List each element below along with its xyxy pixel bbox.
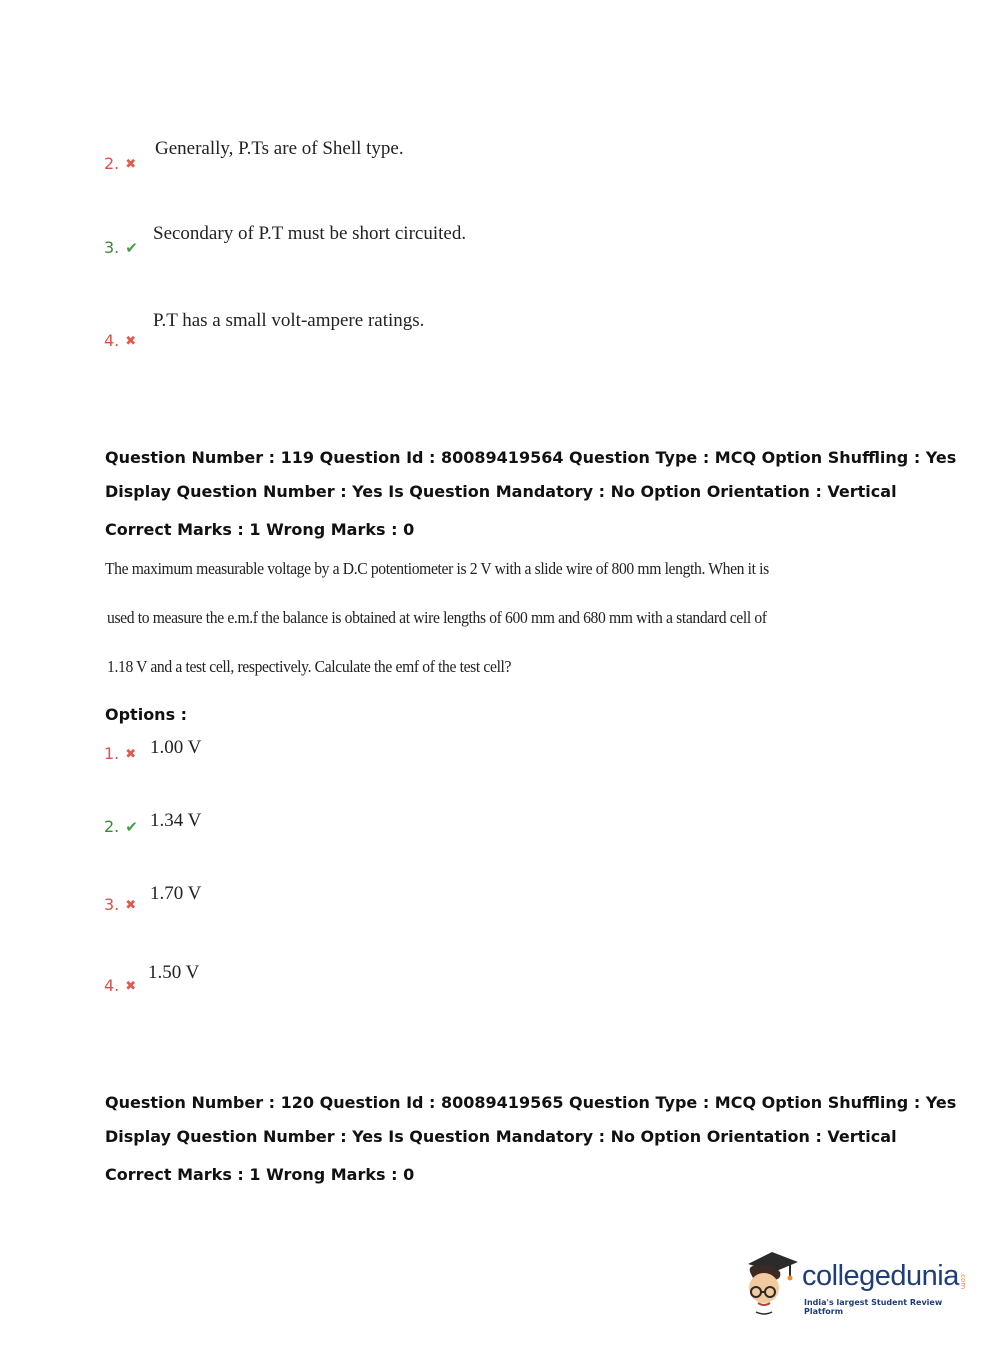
prev-option-3 [104, 238, 138, 257]
option-number: 4. [104, 976, 120, 995]
wrong-icon: ✖ [125, 979, 137, 994]
logo-tagline: India's largest Student Review Platform [804, 1298, 943, 1316]
option-number: 1. [104, 744, 120, 763]
q120-marks: Correct Marks : 1 Wrong Marks : 0 [105, 1165, 415, 1184]
wrong-icon: ✖ [125, 157, 137, 172]
prev-option-2 [104, 154, 136, 173]
option-number: 3. [104, 895, 120, 914]
q119-option-4-text: 1.50 V [148, 962, 200, 983]
wrong-icon: ✖ [125, 898, 137, 913]
wrong-icon: ✖ [125, 334, 137, 349]
q119-text-line1: The maximum measurable voltage by a D.C potentiometer is 2 V with a slide wire of 800 mm length. When it is [105, 559, 769, 578]
logo-suffix: .com [959, 1272, 967, 1290]
prev-option-2-text: Generally, P.Ts are of Shell type. [155, 138, 404, 159]
option-number: 2. [104, 154, 120, 173]
check-icon: ✔ [125, 818, 138, 836]
q119-option-2 [104, 817, 138, 836]
option-number: 2. [104, 817, 120, 836]
q120-meta-line2: Display Question Number : Yes Is Question Mandatory : No Option Orientation : Vertical [105, 1127, 897, 1146]
q120-meta-line1: Question Number : 120 Question Id : 80089419565 Question Type : MCQ Option Shuffling : Yes [105, 1093, 957, 1112]
q119-option-1 [104, 744, 136, 763]
q119-option-3 [104, 895, 136, 914]
collegedunia-logo [742, 1250, 972, 1320]
prev-option-4 [104, 331, 136, 350]
q119-option-3-text: 1.70 V [150, 883, 202, 904]
wrong-icon: ✖ [125, 747, 137, 762]
q119-text-line3: 1.18 V and a test cell, respectively. Calculate the emf of the test cell? [107, 657, 512, 676]
q119-option-2-text: 1.34 V [150, 810, 202, 831]
prev-option-3-text: Secondary of P.T must be short circuited. [153, 223, 467, 244]
q119-option-4 [104, 976, 136, 995]
prev-option-4-text: P.T has a small volt-ampere ratings. [153, 310, 425, 331]
q119-option-1-text: 1.00 V [150, 737, 202, 758]
option-number: 4. [104, 331, 120, 350]
option-number: 3. [104, 238, 120, 257]
check-icon: ✔ [125, 239, 138, 257]
q119-meta-line2: Display Question Number : Yes Is Question Mandatory : No Option Orientation : Vertical [105, 482, 897, 501]
mascot-icon [742, 1250, 802, 1318]
logo-name: collegedunia [802, 1260, 959, 1292]
q119-marks: Correct Marks : 1 Wrong Marks : 0 [105, 520, 415, 539]
q119-options-label: Options : [105, 705, 188, 724]
q119-meta-line1: Question Number : 119 Question Id : 80089419564 Question Type : MCQ Option Shuffling : Yes [105, 448, 957, 467]
q119-text-line2: used to measure the e.m.f the balance is obtained at wire lengths of 600 mm and 680 mm with a standard cell of [107, 608, 767, 627]
